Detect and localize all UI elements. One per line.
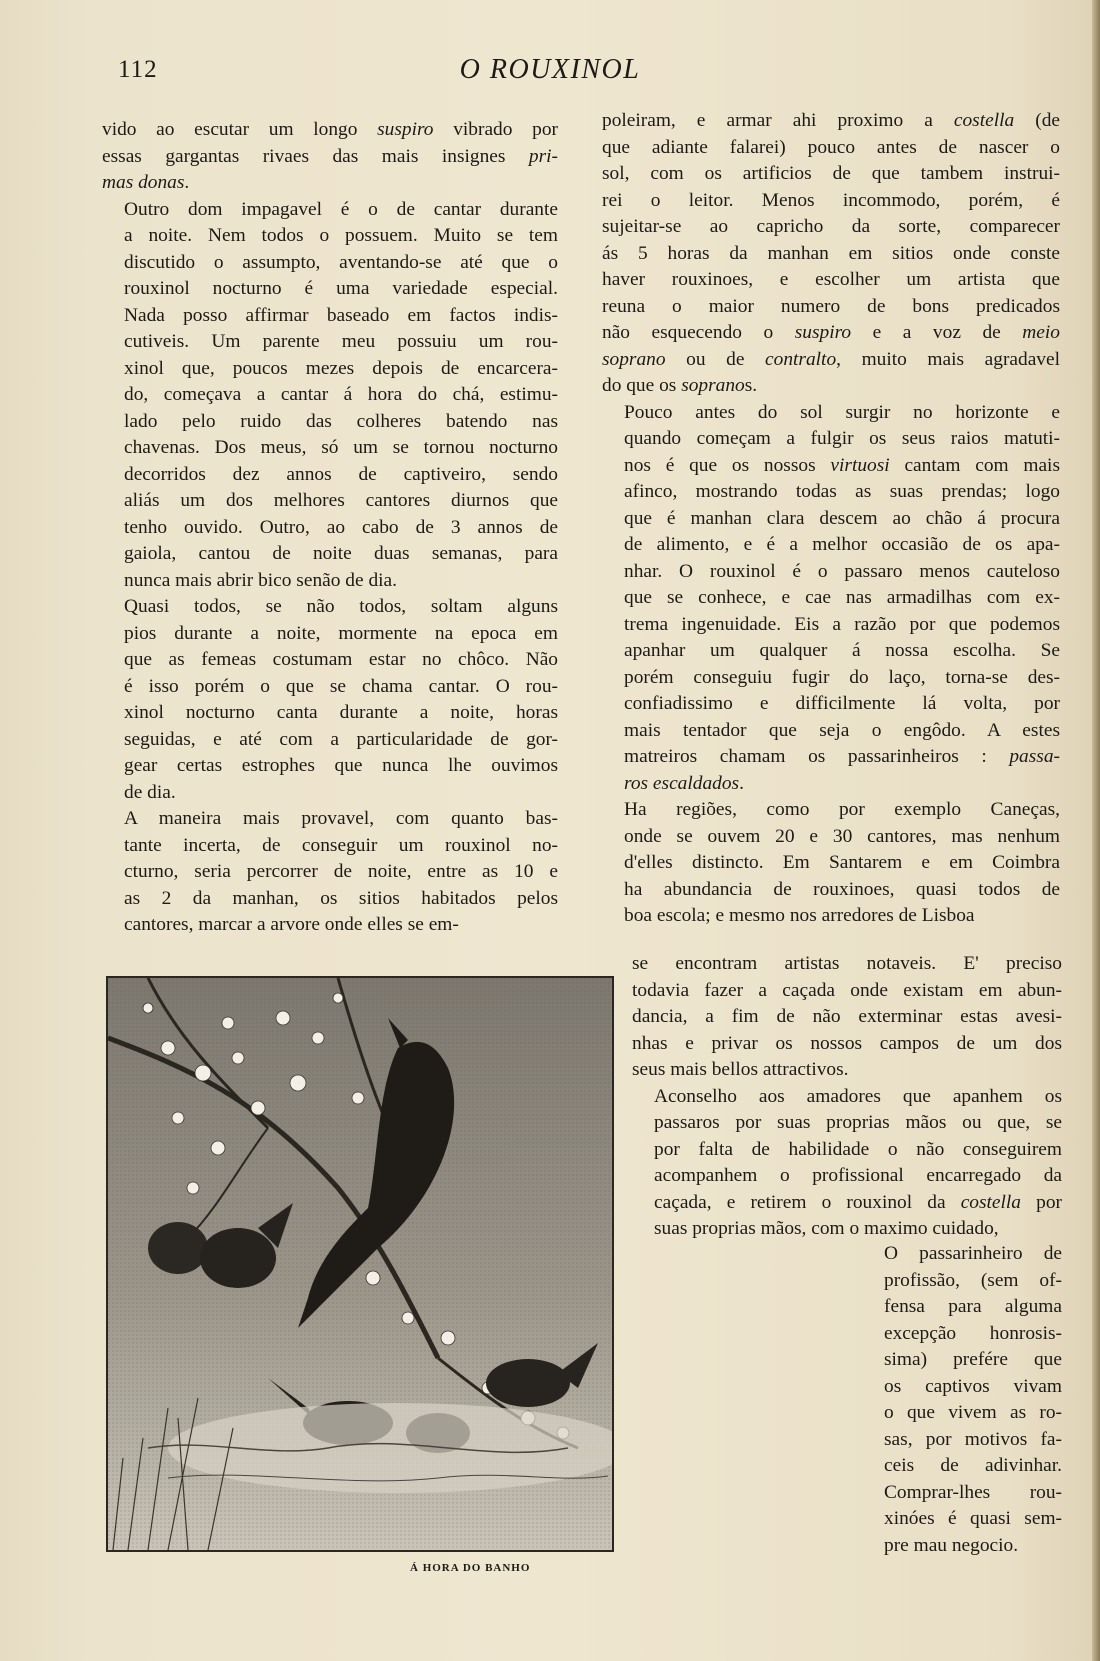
paragraph [602,797,1060,930]
text-line: decorridos dez annos de captiveiro, sendo [124,463,558,485]
page-edge [1092,0,1100,1661]
paragraph [602,108,1060,400]
text-line: Quasi todos, se não todos, soltam alguns [124,596,558,617]
text-line: tenho ouvido. Outro, ao cabo de 3 annos de [124,516,558,538]
text-line: nunca mais abrir bico senão de dia. [124,569,397,591]
left-column [102,117,558,939]
text-line: xinol que, poucos mezes depois de encarcera- [124,357,558,379]
paragraph [102,117,558,197]
text-line: os captivos vivam [884,1375,1062,1397]
paragraph [632,1084,1062,1243]
page-number: 112 [118,56,158,83]
right-column-lower [884,1241,1062,1559]
paragraph [602,400,1060,798]
text-line: passaros por suas proprias mãos ou que, se [654,1112,1062,1133]
figure-caption: Á HORA DO BANHO [410,1562,531,1574]
text-line: Aconselho aos amadores que apanhem os [654,1085,1062,1107]
right-column-middle [632,951,1062,1243]
text-line: cutiveis. Um parente meu possuiu um rou- [124,331,558,352]
text-line: nhas e privar os nossos campos de um dos [632,1032,1062,1054]
text-line: pios durante a noite, mormente na epoca em [124,622,558,644]
text-line: xinóes é quasi sem- [884,1508,1062,1529]
paragraph [884,1241,1062,1559]
text-line: porém conseguiu fugir do laço, torna-se des- [624,666,1060,688]
text-line: ás 5 horas da manhan em sitios onde conste [602,242,1060,264]
text-line: rei o leitor. Menos incommodo, porém, é [602,189,1060,211]
text-line: é isso porém o que se chama cantar. O rou- [124,675,558,697]
text-line: por falta de habilidade o não conseguirem [654,1138,1062,1160]
text-line: profissão, (sem of- [884,1269,1062,1291]
text-line: dancia, a fim de não exterminar estas avesi- [632,1006,1062,1027]
text-line: sas, por motivos fa- [884,1428,1062,1450]
text-line: confiadissimo e difficilmente lá volta, por [624,693,1060,714]
text-line: não esquecendo o suspiro e a voz de meio [602,322,1060,343]
text-line: A maneira mais provavel, com quanto bas- [124,808,558,829]
text-line: poleiram, e armar ahi proximo a costella (de [602,110,1060,131]
text-line: pre mau negocio. [884,1534,1019,1556]
paragraph [102,806,558,939]
text-line: d'elles distincto. Em Santarem e em Coimbra [624,852,1060,873]
text-line: rouxinol nocturno é uma variedade especial. [124,278,558,299]
text-line: essas gargantas rivaes das mais insignes pri- [102,145,558,167]
text-line: nhar. O rouxinol é o passaro menos cauteloso [624,560,1060,582]
bird-engraving [106,976,614,1552]
text-line: nos é que os nossos virtuosi cantam com mais [624,454,1060,476]
text-line: Pouco antes do sol surgir no horizonte e [624,401,1060,423]
right-column-top [602,108,1060,930]
text-line: as 2 da manhan, os sitios habitados pelos [124,887,558,909]
text-line: Nada posso affirmar baseado em factos indis- [124,304,558,326]
text-line: fensa para alguma [884,1296,1062,1317]
text-line: do que os sopranos. [602,375,758,396]
text-line: de alimento, e é a melhor occasião de os apa- [624,534,1060,555]
text-line: Comprar-lhes rou- [884,1481,1062,1503]
text-line: ceis de adivinhar. [884,1455,1062,1476]
paragraph [632,951,1062,1084]
text-line: chavenas. Dos meus, só um se tornou nocturno [124,437,558,458]
text-line: sima) prefére que [884,1349,1062,1370]
text-line: apanhar um qualquer á nossa escolha. Se [624,640,1060,661]
running-title: O ROUXINOL [459,54,641,85]
text-line: haver rouxinoes, e escolher um artista que [602,269,1060,290]
text-line: excepção honrosis- [884,1322,1062,1344]
text-line: do, começava a cantar á hora do chá, estimu- [124,384,558,405]
text-line: mais tentador que seja o engôdo. A estes [624,719,1060,741]
text-line: sujeitar-se ao capricho da sorte, comparecer [602,216,1060,237]
text-line: se encontram artistas notaveis. E' preciso [632,953,1062,974]
text-line: Ha regiões, como por exemplo Caneças, [624,799,1060,820]
text-line: que adiante falarei) pouco antes de nascer o [602,136,1060,158]
text-line: afinco, mostrando todas as suas prendas; logo [624,481,1060,502]
text-line: lado pelo ruido das colheres batendo nas [124,410,558,432]
text-line: tante incerta, de conseguir um rouxinol no- [124,834,558,856]
paragraph [102,197,558,595]
text-line: que é manhan clara descem ao chão á procura [624,507,1060,529]
text-line: o que vivem as ro- [884,1402,1062,1423]
text-line: trema ingenuidade. Eis a razão por que podemos [624,613,1060,635]
text-line: seus mais bellos attractivos. [632,1059,849,1080]
text-line: mas donas. [102,172,190,193]
text-line: caçada, e retirem o rouxinol da costella por [654,1191,1062,1213]
text-line: ros escaldados. [624,772,744,794]
text-line: xinol nocturno canta durante a noite, horas [124,702,558,723]
text-line: matreiros chamam os passarinheiros : passa- [624,746,1060,767]
text-line: de dia. [124,781,176,803]
text-line: quando começam a fulgir os seus raios matuti- [624,428,1060,449]
text-line: soprano ou de contralto, muito mais agradavel [602,348,1060,370]
text-line: vido ao escutar um longo suspiro vibrado por [102,119,558,140]
text-line: cantores, marcar a arvore onde elles se em- [124,914,459,935]
text-line: que se conhece, e cae nas armadilhas com ex- [624,587,1060,608]
text-line: aliás um dos melhores cantores diurnos que [124,490,558,511]
text-line: Outro dom impagavel é o de cantar durante [124,198,558,220]
text-line: cturno, seria percorrer de noite, entre as 10 e [124,861,558,882]
text-line: que as femeas costumam estar no chôco. Não [124,649,558,670]
text-line: a noite. Nem todos o possuem. Muito se tem [124,225,558,246]
text-line: discutido o assumpto, aventando-se até que o [124,251,558,273]
text-line: acompanhem o profissional encarregado da [654,1165,1062,1186]
text-line: O passarinheiro de [884,1243,1062,1264]
text-line: onde se ouvem 20 e 30 cantores, mas nenhum [624,825,1060,847]
text-line: reuna o maior numero de bons predicados [602,295,1060,317]
text-line: gear certas estrophes que nunca lhe ouvimos [124,755,558,776]
text-line: suas proprias mãos, com o maximo cuidado, [654,1218,999,1239]
text-line: todavia fazer a caçada onde existam em abun- [632,979,1062,1001]
text-line: boa escola; e mesmo nos arredores de Lisboa [624,905,975,926]
text-line: sol, com os artificios de que tambem instrui- [602,163,1060,184]
text-line: ha abundancia de rouxinoes, quasi todos de [624,878,1060,900]
paragraph [102,594,558,806]
text-line: gaiola, cantou de noite duas semanas, para [124,543,558,564]
text-line: seguidas, e até com a particularidade de gor- [124,728,558,750]
